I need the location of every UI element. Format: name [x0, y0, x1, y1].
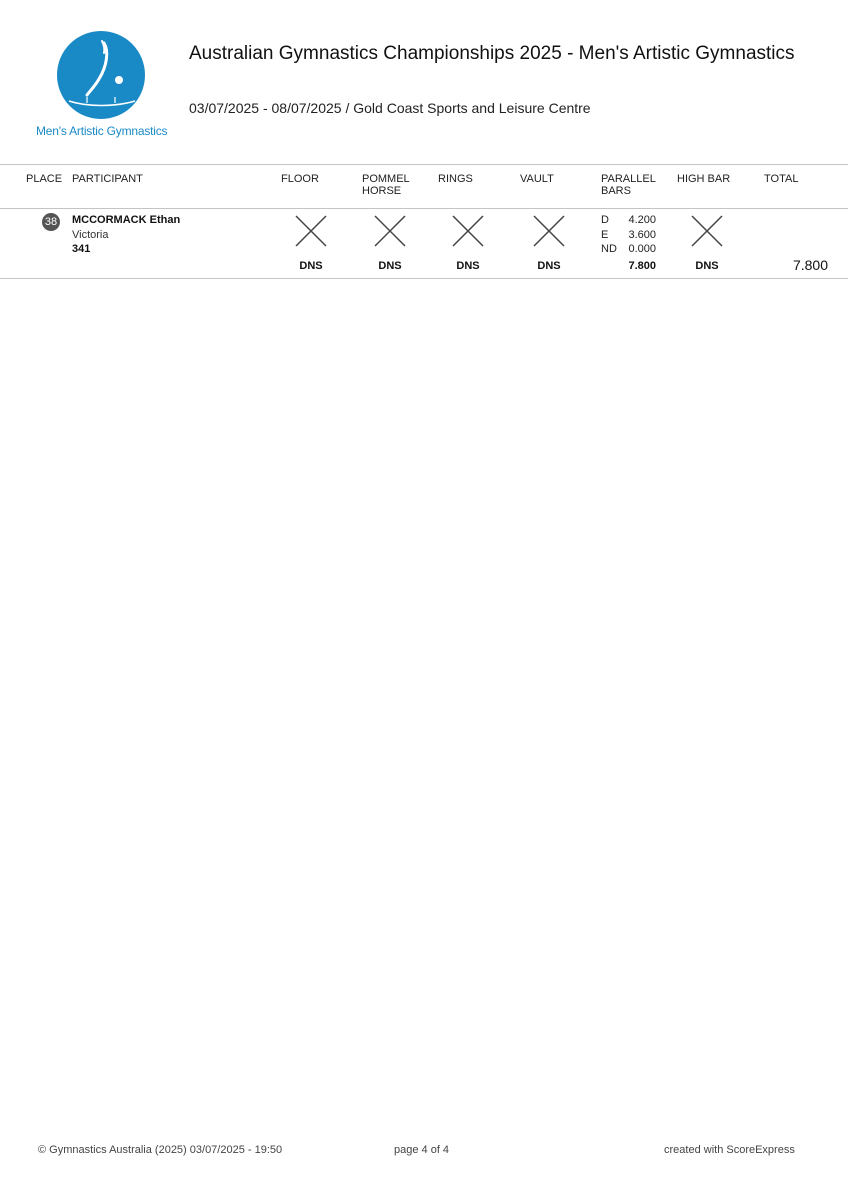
place-badge: 38: [42, 213, 60, 231]
footer-created-with: created with ScoreExpress: [664, 1144, 795, 1156]
footer-page-number: page 4 of 4: [394, 1144, 450, 1156]
column-header-rings: RINGS: [438, 173, 473, 185]
column-header-floor: FLOOR: [281, 173, 319, 185]
header-divider: [0, 164, 848, 165]
logo: [34, 30, 166, 142]
pommel-horse-score: DNS: [378, 260, 402, 272]
gymnast-logo-icon: [57, 31, 145, 119]
column-header-place: PLACE: [26, 173, 63, 185]
high-bar-score: DNS: [695, 260, 719, 272]
x-mark-icon: [452, 215, 484, 247]
parallel-bars-e-value: 3.600: [628, 229, 656, 241]
row-divider: [0, 278, 848, 279]
x-mark-icon: [533, 215, 565, 247]
rings-score: DNS: [456, 260, 480, 272]
column-header-vault: VAULT: [520, 173, 554, 185]
parallel-bars-d-label: D: [601, 214, 609, 226]
participant-club: Victoria: [72, 229, 109, 241]
column-header-total: TOTAL: [764, 173, 799, 185]
parallel-bars-d-value: 4.200: [628, 214, 656, 226]
participant-number: 341: [72, 243, 91, 255]
footer-copyright: © Gymnastics Australia (2025) 03/07/2025 - 19:50: [38, 1144, 283, 1156]
parallel-bars-score: 7.800: [628, 260, 656, 272]
floor-score: DNS: [299, 260, 323, 272]
table-header-divider: [0, 208, 848, 209]
column-header-high-bar: HIGH BAR: [677, 173, 731, 185]
column-header-pommel-horse: POMMEL HORSE: [362, 173, 410, 197]
x-mark-icon: [374, 215, 406, 247]
vault-score: DNS: [537, 260, 561, 272]
column-header-participant: PARTICIPANT: [72, 173, 143, 185]
participant-name: MCCORMACK Ethan: [72, 214, 181, 226]
column-header-parallel-bars: PARALLEL BARS: [601, 173, 656, 197]
parallel-bars-nd-value: 0.000: [628, 243, 656, 255]
page-subtitle: 03/07/2025 - 08/07/2025 / Gold Coast Sports and Leisure Centre: [189, 100, 591, 116]
total-score: 7.800: [792, 257, 828, 273]
page-title: Australian Gymnastics Championships 2025 - Men's Artistic Gymnastics: [189, 43, 795, 64]
parallel-bars-e-label: E: [601, 229, 609, 241]
x-mark-icon: [295, 215, 327, 247]
logo-text: Men's Artistic Gymnastics: [36, 124, 168, 138]
parallel-bars-nd-label: ND: [601, 243, 617, 255]
x-mark-icon: [691, 215, 723, 247]
